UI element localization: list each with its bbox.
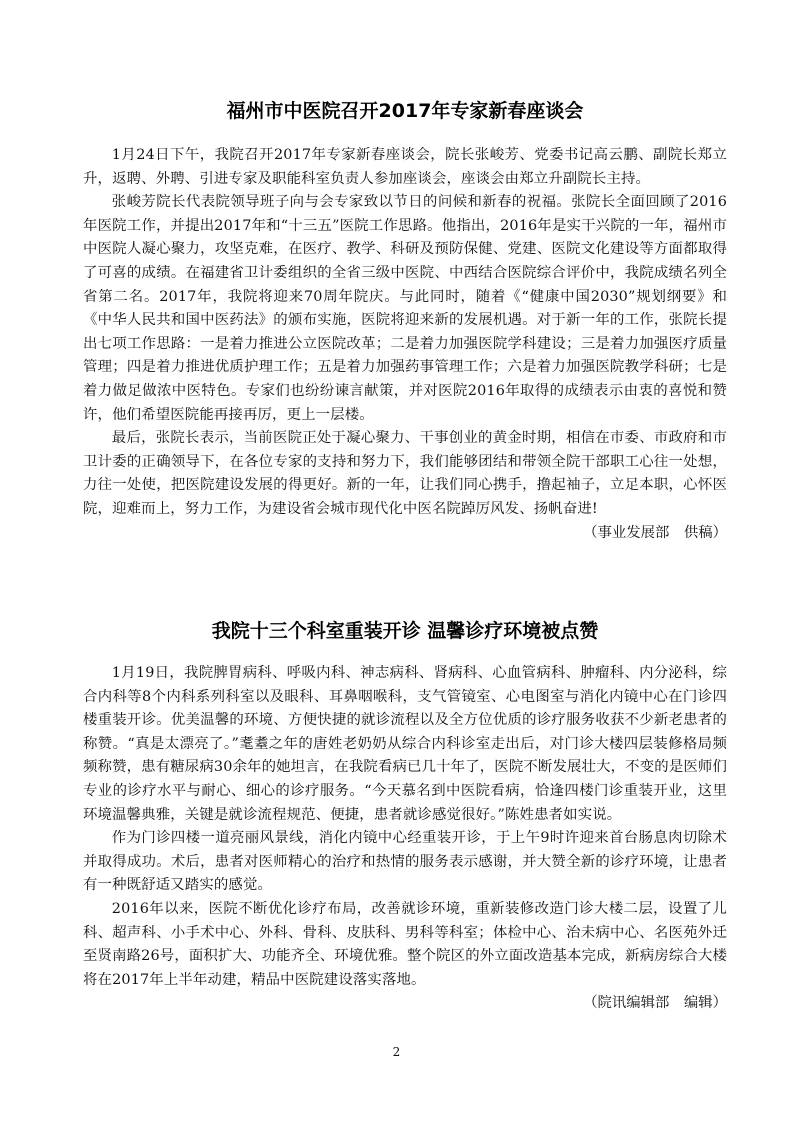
- article-paragraph: 1月19日，我院脾胃病科、呼吸内科、神志病科、肾病科、心血管病科、肿瘤科、内分泌科，综合内科等8个内科系列科室以及眼科、耳鼻咽喉科，支气管镜室、心电图室与消化内镜中心在门诊四楼重装开诊。优美温馨的环境、方便快捷的就诊流程以及全方位优质的诊疗服务收获不少新老患者的称赞。“真是太漂亮了。”耄耋之年的唐姓老奶奶从综合内科诊室走出后，对门诊大楼四层装修格局频频称赞，患有糖尿病30余年的她坦言，在我院看病已几十年了，医院不断发展壮大，不变的是医师们专业的诊疗水平与耐心、细心的诊疗服务。“今天慕名到中医院看病，恰逢四楼门诊重装开业，这里环境温馨典雅，关键是就诊流程规范、便捷，患者就诊感觉很好。”陈姓患者如实说。: [83, 665, 727, 823]
- article-departments-reopen: [83, 618, 727, 1016]
- article-title: 我院十三个科室重装开诊 温馨诊疗环境被点赞: [211, 620, 599, 642]
- article-paragraph: 作为门诊四楼一道亮丽风景线，消化内镜中心经重装开诊，于上午9时许迎来首台肠息肉切除术并取得成功。术后，患者对医师精心的治疗和热情的服务表示感谢，并大赞全新的诊疗环境，让患者有一种既舒适又踏实的感觉。: [83, 830, 727, 894]
- page-number: 2: [392, 1045, 401, 1059]
- article-credit: （院讯编辑部 编辑）: [583, 995, 727, 1012]
- article-paragraph: 最后，张院长表示，当前医院正处于凝心聚力、干事创业的黄金时期，相信在市委、市政府和市卫计委的正确领导下，在各位专家的支持和努力下，我们能够团结和带领全院干部职工心往一处想，力往一处使，把医院建设发展的得更好。新的一年，让我们同心携手，撸起袖子，立足本职，心怀医院，迎难而上，努力工作，为建设省会城市现代化中医名院踔厉风发、扬帆奋进!: [83, 430, 727, 517]
- article-paragraph: 2016年以来，医院不断优化诊疗布局，改善就诊环境，重新装修改造门诊大楼二层，设置了儿科、超声科、小手术中心、外科、骨科、皮肤科、男科等科室；体检中心、治未病中心、名医苑外迁至贤南路26号，面积扩大、功能齐全、环境优雅。整个院区的外立面改造基本完成，新病房综合大楼将在2017年上半年动建，精品中医院建设落实落地。: [83, 900, 727, 988]
- article-paragraph: 1月24日下午，我院召开2017年专家新春座谈会，院长张峻芳、党委书记高云鹏、副院长郑立升，返聘、外聘、引进专家及职能科室负责人参加座谈会，座谈会由郑立升副院长主持。: [83, 147, 727, 187]
- article-expert-symposium: [83, 98, 727, 545]
- article-title: 福州市中医院召开2017年专家新春座谈会: [226, 100, 584, 122]
- article-credit: （事业发展部 供稿）: [583, 524, 727, 541]
- article-paragraph: 张峻芳院长代表院领导班子向与会专家致以节日的问候和新春的祝福。张院长全面回顾了2016年医院工作，并提出2017年和“十三五”医院工作思路。他指出，2016年是实干兴院的一年，福州市中医院人凝心聚力，攻坚克难，在医疗、教学、科研及预防保健、党建、医院文化建设等方面都取得了可喜的成绩。在福建省卫计委组织的全省三级中医院、中西结合医院综合评价中，我院成绩名列全省第二名。2017年，我院将迎来70周年院庆。与此同时，随着《“健康中国2030”规划纲要》和《中华人民共和国中医药法》的颁布实施，医院将迎来新的发展机遇。对于新一年的工作，张院长提出七项工作思路：一是着力推进公立医院改革；二是着力加强医院学科建设；三是着力加强医疗质量管理；四是着力推进优质护理工作；五是着力加强药事管理工作；六是着力加强医院教学科研；七是着力做足做浓中医特色。专家们也纷纷谏言献策，并对医院2016年取得的成绩表示由衷的喜悦和赞许，他们希望医院能再接再厉，更上一层楼。: [83, 194, 727, 423]
